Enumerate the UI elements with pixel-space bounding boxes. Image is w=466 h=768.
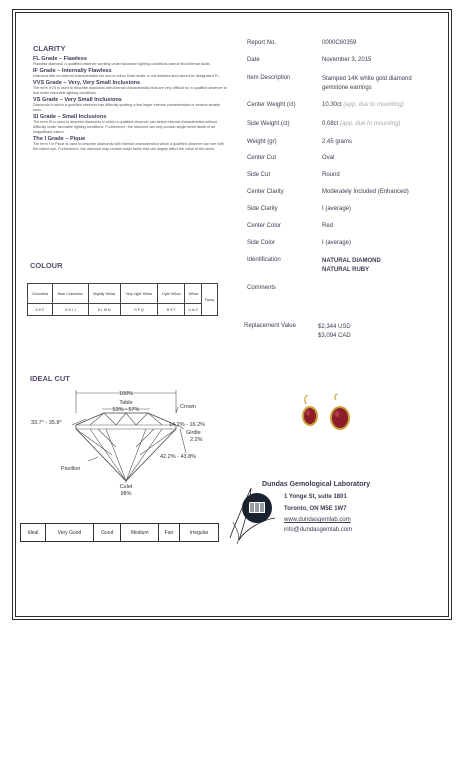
weight-gr-label: Weight (gr) (247, 139, 277, 145)
comments-label: Comments (247, 285, 277, 291)
table-label: Table (119, 400, 133, 406)
pavilion-label: Pavilion (61, 466, 81, 472)
colour-col-grades: R S T (158, 304, 185, 316)
pavilion-depth-label: 42.2% - 43.8% (160, 454, 197, 460)
colour-col-name: Light Yellow (158, 284, 185, 304)
clarity-grade-if (33, 68, 233, 79)
lab-address-line2: Toronto, ON M5E 1W7 (284, 506, 347, 512)
cut-grade-ideal: Ideal (21, 524, 46, 542)
crown-height-label: 14.2% - 16.2% (169, 422, 206, 428)
date-label: Date (247, 57, 260, 63)
center-clarity-label: Center Clarity (247, 189, 284, 195)
side-weight-label: Side Weight (ct) (247, 121, 290, 127)
replacement-value (318, 323, 351, 341)
report-no-value: 0000C60359 (322, 40, 357, 46)
clarity-grade-vvs (33, 80, 233, 96)
grade-description: Flawless diamond, a qualified observer working under favorable lighting conditions cannot find internal faults. (33, 62, 211, 66)
replacement-cad: $3,094 CAD (318, 333, 351, 339)
table-range-label: 53% - 57% (112, 407, 140, 413)
center-color-label: Center Color (247, 223, 282, 229)
item-description-value: Stamped 14K white gold diamond gemstone earrings (322, 76, 412, 91)
identification-line: NATURAL RUBY (322, 267, 370, 273)
colour-col-grades: D E F (28, 304, 53, 316)
side-weight-note: (app. due to mounting) (340, 121, 401, 127)
colour-col-name: Slightly Yellow (88, 284, 120, 304)
weight-gr-value: 2.45 grams (322, 139, 353, 145)
grade-heading: IF Grade – Internally Flawless (33, 68, 112, 74)
side-color-label: Side Color (247, 240, 276, 246)
colour-col-grades: K L M N (88, 304, 120, 316)
ideal-cut-title: IDEAL CUT (30, 374, 70, 383)
center-weight-label: Center Weight (ct) (247, 102, 296, 108)
date-value: November 3, 2015 (322, 57, 372, 63)
center-color-value: Red (322, 223, 334, 229)
clarity-title: CLARITY (33, 44, 66, 53)
side-clarity-label: Side Clarity (247, 206, 278, 212)
identification-line: NATURAL DIAMOND (322, 258, 381, 264)
colour-col-name: Near Colourless (52, 284, 88, 304)
cut-grade-irregular: Irregular (179, 524, 218, 542)
total-width-label: 100% (118, 391, 134, 397)
diamond-proportions-diagram (28, 385, 228, 497)
cut-grade-good: Good (94, 524, 121, 542)
cut-grade-very-good: Very Good (45, 524, 93, 542)
center-weight-amount: 10.30ct (322, 102, 342, 108)
girdle-label: Girdle (186, 430, 201, 436)
grade-description: The term I or Pique is used to describe diamonds with internal characteristics which a qualified observer can see with the naked eye. Furthermore, the diamond may contain major faults that can largely affect the value of the stone. (33, 142, 224, 151)
clarity-grade-i (33, 136, 233, 152)
replacement-usd: $2,344 USD (318, 324, 351, 330)
grade-description: Diamonds in which a qualified observer has difficulty spotting a few larger internal characteristics or several smaller ones. (33, 103, 221, 112)
grade-description: The term VVS is used to describe diamonds with internal characteristics that are very difficult for a qualified observer to find under favorable lighting conditions. (33, 86, 227, 95)
colour-col-grades: O P Q (120, 304, 157, 316)
cut-grade-fair: Fair (158, 524, 179, 542)
center-clarity-value: Moderately Included (Enhanced) (322, 189, 409, 195)
clarity-grades (33, 56, 233, 152)
grade-heading: VVS Grade – Very, Very Small Inclusions (33, 80, 141, 86)
identification-value (322, 257, 381, 275)
clarity-grade-fl (33, 56, 233, 67)
grade-heading: VS Grade – Very Small Inclusions (33, 97, 122, 103)
colour-col-name: Yellow (185, 284, 202, 304)
crown-angle-label: 33.7° - 35.8° (31, 420, 62, 426)
replacement-value-label: Replacement Value (244, 323, 296, 329)
culet-angle-label: 98% (120, 491, 132, 497)
grade-description: Diamond with no internal characteristics but due to minor finish faults, is not flawless and cannot be designated FL. (33, 74, 221, 78)
center-weight-note: (app. due to mounting) (343, 102, 404, 108)
center-weight-value (322, 102, 404, 108)
colour-col-name: Very Light Yellow (120, 284, 157, 304)
clarity-grade-si (33, 114, 233, 135)
side-cut-label: Side Cut (247, 172, 271, 178)
identification-label: Identification (247, 257, 281, 263)
culet-label: Culet (119, 484, 133, 490)
side-weight-amount: 0.08ct (322, 121, 339, 127)
center-cut-label: Center Cut (247, 155, 277, 161)
grade-heading: The I Grade – Pique (33, 136, 86, 142)
lab-email[interactable]: info@dundasgemlab.com (284, 527, 353, 533)
side-weight-value (322, 121, 400, 127)
crown-label: Crown (180, 404, 196, 410)
lab-name: Dundas Gemological Laboratory (262, 481, 371, 488)
colour-col-name: Colourless (28, 284, 53, 304)
colour-col-grades: U to Z (185, 304, 202, 316)
report-no-label: Report No. (247, 40, 277, 46)
lab-website-link[interactable]: www.dundasgemlab.com (284, 517, 351, 523)
earrings-photo (296, 394, 360, 442)
clarity-grade-vs (33, 97, 233, 113)
cut-grade-scale (20, 523, 219, 542)
colour-title: COLOUR (30, 261, 63, 270)
center-cut-value: Oval (322, 155, 335, 161)
colour-col-name: Fancy (202, 284, 218, 316)
grade-description: The term SI is used to describe diamonds in which a qualified observer can detect internal characteristics without difficulty under favorable lighting conditions. Furthermore, the diamond can only contain single finish faults of an insignificant nature. (33, 120, 218, 134)
grade-heading: FL Grade – Flawless (33, 56, 87, 62)
side-color-value: I (average) (322, 240, 352, 246)
lab-seal-and-signature (225, 478, 285, 548)
cut-grade-medium: Medium (121, 524, 159, 542)
lab-address-line1: 1 Yonge St, suite 1801 (284, 494, 347, 500)
side-cut-value: Round (322, 172, 340, 178)
grade-heading: SI Grade – Small Inclusions (33, 114, 107, 120)
colour-scale-table (27, 283, 218, 316)
colour-col-grades: G H I J (52, 304, 88, 316)
side-clarity-value: I (average) (322, 206, 352, 212)
girdle-pct-label: 2.2% (190, 437, 203, 443)
item-description-label: Item Description (247, 75, 291, 81)
